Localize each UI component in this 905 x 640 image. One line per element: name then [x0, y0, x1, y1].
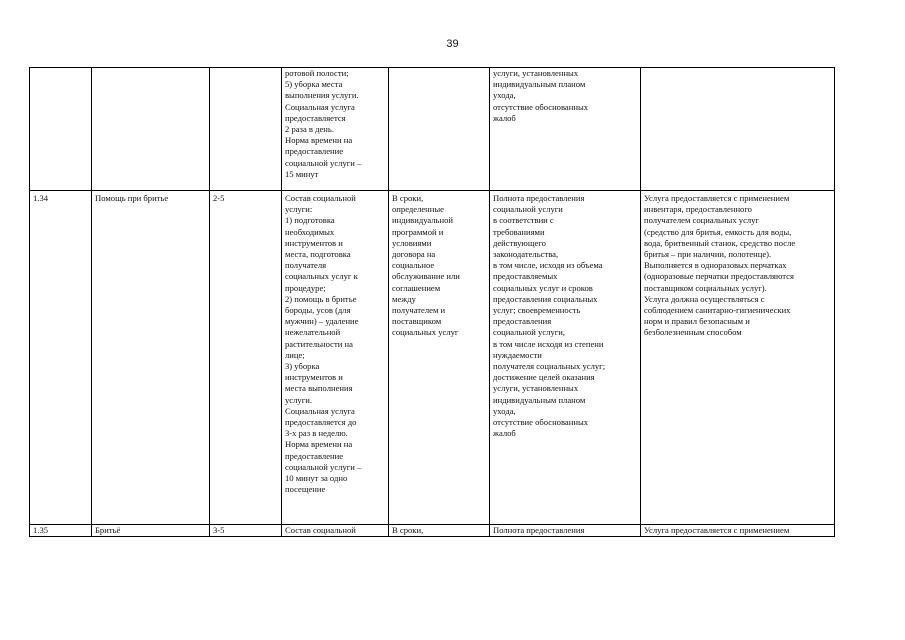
cell-line: места выполнения: [285, 383, 353, 394]
cell-text: 3-5: [213, 525, 225, 535]
cell-line: индивидуальным планом: [493, 79, 586, 90]
cell-line: социальной услуги –: [285, 461, 362, 472]
cell-line: услуги:: [285, 204, 313, 215]
cell-line: вода, бритвенный станок, средство после: [644, 237, 796, 248]
cell-line: бритья – при наличии, полотенце).: [644, 249, 772, 260]
cell-line: Выполняется в одноразовых перчатках: [644, 260, 787, 271]
services-table: [29, 67, 835, 537]
cell-line: безболезненным способом: [644, 327, 742, 338]
service-content-cell: [282, 191, 389, 525]
cell-line: в том числе, исходя из объема: [493, 260, 603, 271]
cell-line: определенные: [392, 204, 444, 215]
cell-line: предоставление: [285, 146, 344, 157]
row-number-cell: [30, 191, 92, 525]
cell-line: обслуживание или: [392, 271, 460, 282]
cell-line: жалоб: [493, 428, 516, 439]
cell-line: индивидуальной: [392, 215, 453, 226]
cell-line: предоставляемых: [493, 271, 558, 282]
row-number-cell: [30, 525, 92, 537]
cell-line: отсутствие обоснованных: [493, 417, 589, 428]
cell-line: получателем социальных услуг: [644, 215, 759, 226]
cell-line: действующего: [493, 237, 546, 248]
cell-line: лице;: [285, 349, 305, 360]
cell-line: инвентаря, предоставленного: [644, 204, 752, 215]
cell-line: предоставления: [493, 316, 552, 327]
cell-line: Услуга должна осуществляться с: [644, 293, 765, 304]
cell-line: индивидуальным планом: [493, 394, 586, 405]
cell-line: услуги, установленных: [493, 68, 579, 78]
terms-cell: [389, 191, 490, 525]
cell-line: договора на: [392, 249, 436, 260]
cell-line: Состав социальной: [285, 193, 356, 203]
cell-line: (одноразовые перчатки предоставляются: [644, 271, 794, 282]
page-number: 39: [446, 38, 459, 50]
terms-cell: [389, 68, 490, 191]
cell-line: отсутствие обоснованных: [493, 101, 589, 112]
cell-line: 5) уборка места: [285, 79, 343, 90]
cell-line: Социальная услуга: [285, 101, 355, 112]
cell-line: в соответствии с: [493, 215, 554, 226]
cell-line: условиями: [392, 237, 432, 248]
cell-line: норм и правил безопасным и: [644, 316, 750, 327]
quality-indicators-cell: [490, 191, 641, 525]
cell-line: Социальная услуга: [285, 405, 355, 416]
cell-line: предоставляется: [285, 112, 346, 123]
cell-line: поставщиком: [392, 316, 442, 327]
cell-line: предоставляется до: [285, 417, 357, 428]
cell-line: ухода,: [493, 405, 516, 416]
cell-line: социальной услуги: [493, 204, 563, 215]
cell-line: Услуга предоставляется с применением: [644, 193, 790, 203]
row-number-cell: [30, 68, 92, 191]
cell-line: В сроки,: [392, 193, 424, 203]
cell-line: социальное: [392, 260, 435, 271]
conditions-cell: [641, 191, 835, 525]
cell-line: нежелательной: [285, 327, 341, 338]
cell-line: предоставление: [285, 450, 344, 461]
terms-cell: [389, 525, 490, 537]
cell-line: ротовой полости;: [285, 68, 349, 78]
cell-line: В сроки,: [392, 525, 424, 535]
service-content-cell: [282, 525, 389, 537]
cell-line: социальных услуг к: [285, 271, 358, 282]
cell-line: получателем и: [392, 305, 446, 316]
cell-line: услуги, установленных: [493, 383, 579, 394]
cell-line: 1) подготовка: [285, 215, 335, 226]
cell-line: посещение: [285, 484, 326, 495]
cell-line: получателя социальных услуг;: [493, 361, 606, 372]
cell-line: социальной услуги,: [493, 327, 566, 338]
table-row: [30, 525, 835, 537]
quality-indicators-cell: [490, 68, 641, 191]
cell-line: места, подготовка: [285, 249, 351, 260]
cell-line: жалоб: [493, 112, 516, 123]
code-cell: [210, 191, 282, 525]
cell-line: Полнота предоставления: [493, 193, 585, 203]
cell-line: соглашением: [392, 282, 441, 293]
cell-line: Норма времени на: [285, 135, 353, 146]
cell-text: 2-5: [213, 193, 225, 203]
cell-line: требованиями: [493, 226, 545, 237]
cell-line: 2 раза в день.: [285, 124, 334, 135]
cell-line: 2) помощь в бритье: [285, 293, 357, 304]
cell-line: 3-х раз в неделю.: [285, 428, 348, 439]
table-body: [30, 68, 835, 537]
cell-line: (средство для бритья, емкость для воды,: [644, 226, 792, 237]
cell-line: мужчин) – удаление: [285, 316, 359, 327]
cell-line: услуги.: [285, 394, 312, 405]
cell-line: достижение целей оказания: [493, 372, 595, 383]
cell-line: предоставления социальных: [493, 293, 598, 304]
service-name-cell: [92, 68, 210, 191]
cell-line: 15 минут: [285, 168, 319, 179]
cell-line: инструментов и: [285, 237, 343, 248]
cell-text: Помощь при бритье: [95, 193, 169, 203]
conditions-cell: [641, 525, 835, 537]
cell-line: услуг; своевременность: [493, 305, 581, 316]
cell-line: социальной услуги –: [285, 157, 362, 168]
cell-line: процедуре;: [285, 282, 326, 293]
cell-line: ухода,: [493, 90, 516, 101]
service-name-cell: [92, 191, 210, 525]
cell-line: 3) уборка: [285, 361, 320, 372]
cell-line: бороды, усов (для: [285, 305, 351, 316]
cell-line: программой и: [392, 226, 444, 237]
cell-line: поставщиком социальных услуг).: [644, 282, 767, 293]
table-row: [30, 191, 835, 525]
cell-line: растительности на: [285, 338, 353, 349]
cell-line: соблюдением санитарно-гигиенических: [644, 305, 791, 316]
cell-line: выполнения услуги.: [285, 90, 359, 101]
cell-line: Норма времени на: [285, 439, 353, 450]
cell-line: необходимых: [285, 226, 335, 237]
cell-line: нуждаемости: [493, 349, 542, 360]
cell-line: законодательства,: [493, 249, 559, 260]
service-name-cell: [92, 525, 210, 537]
cell-line: 10 минут за одно: [285, 473, 348, 484]
cell-text: Бритьё: [95, 525, 121, 535]
service-content-cell: [282, 68, 389, 191]
cell-line: социальных услуг: [392, 327, 459, 338]
cell-line: Полнота предоставления: [493, 525, 585, 535]
cell-line: Услуга предоставляется с применением: [644, 525, 790, 535]
cell-text: 1.34: [33, 193, 49, 203]
conditions-cell: [641, 68, 835, 191]
quality-indicators-cell: [490, 525, 641, 537]
table-row: [30, 68, 835, 191]
code-cell: [210, 68, 282, 191]
cell-line: инструментов и: [285, 372, 343, 383]
cell-line: в том числе исходя из степени: [493, 338, 604, 349]
cell-line: получателя: [285, 260, 327, 271]
cell-line: социальных услуг и сроков: [493, 282, 593, 293]
cell-text: 1.35: [33, 525, 49, 535]
code-cell: [210, 525, 282, 537]
cell-line: между: [392, 293, 416, 304]
cell-line: Состав социальной: [285, 525, 356, 535]
